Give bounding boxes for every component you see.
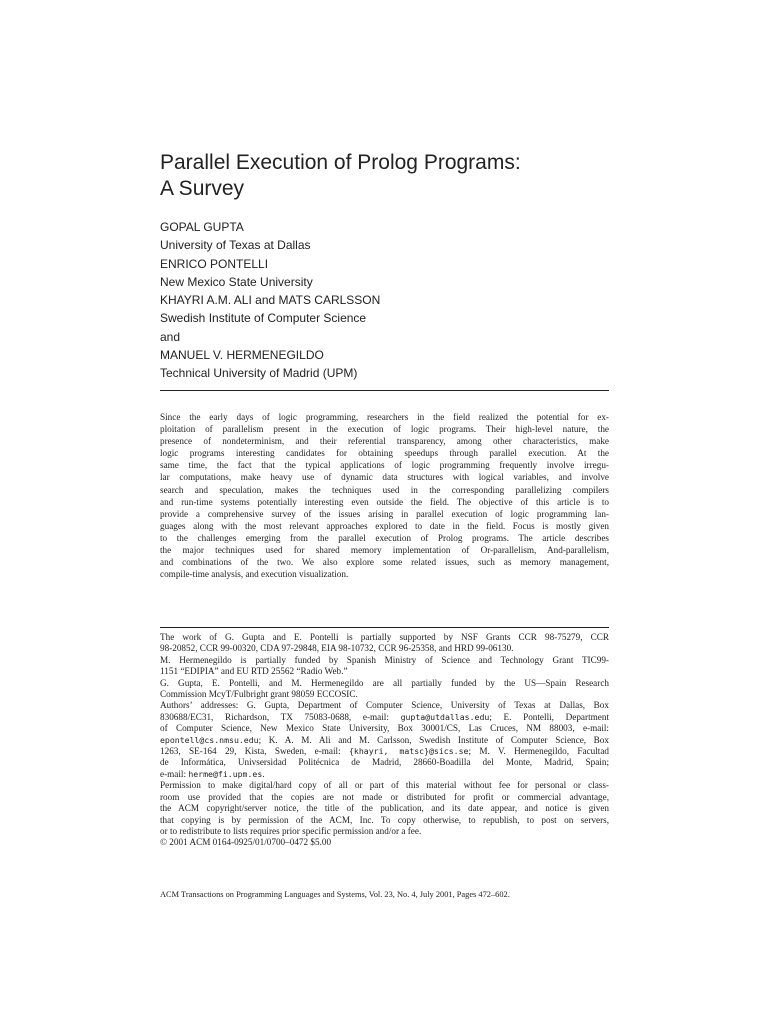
address-text: ; E. Pontelli, Department [489, 711, 609, 722]
address-note [160, 769, 609, 780]
address-note: de Informática, Univsersidad Politécnica de Madrid, 28660-Boadilla del Monte, Madrid, Spain; [160, 757, 609, 768]
abstract-line: ploitation of parallelism present in the execution of logic programs. Their high-level nature, the [160, 424, 609, 435]
abstract-line: and run-time systems potentially interesting even outside the field. The objective of this article is to [160, 496, 609, 507]
abstract-line: search and speculation, makes the techniques used in the corresponding parallelizing compilers [160, 484, 609, 495]
author-affiliation: New Mexico State University [160, 274, 313, 289]
address-text: e-mail: [160, 768, 189, 779]
funding-note: M. Hermenegildo is partially funded by Spanish Ministry of Science and Technology Grant TIC99- [160, 654, 609, 665]
address-text: 1263, SE-164 29, Kista, Sweden, e-mail: [160, 746, 349, 757]
abstract [160, 411, 609, 580]
address-text: 830688/EC31, Richardson, TX 75083-0688, e-mail: [160, 711, 401, 722]
funding-note: Commission McyT/Fulbright grant 98059 ECCOSIC. [160, 689, 358, 700]
address-text: ; K. A. M. Ali and M. Carlsson, Swedish Institute of Computer Science, Box [258, 734, 609, 745]
address-note: Authors’ addresses: G. Gupta, Department of Computer Science, University of Texas at Dallas, Box [160, 700, 609, 711]
author-name: ENRICO PONTELLI [160, 256, 269, 271]
abstract-line: provide a comprehensive survey of the issues arising in parallel execution of logic programming lan- [160, 508, 609, 519]
email-address: gupta@utdallas.edu [400, 711, 490, 722]
author-affiliation: Technical University of Madrid (UPM) [160, 366, 358, 381]
footnotes [160, 632, 609, 849]
abstract-line: logic programs interesting candidates for obtaining speedups through parallel execution. At the [160, 448, 609, 459]
abstract-line: lar computations, make heavy use of dynamic data structures with logical variables, and involve [160, 472, 609, 483]
address-note [160, 735, 609, 746]
abstract-line: presence of nondeterminism, and their referential transparency, among other characteristics, make [160, 436, 609, 447]
address-note [160, 712, 609, 723]
abstract-line: guages along with the most relevant approaches explored to date in the field. Focus is mostly given [160, 520, 609, 531]
divider-rule [160, 390, 609, 391]
author-name: MANUEL V. HERMENEGILDO [160, 348, 324, 363]
email-address: {khayri, matsc}@sics.se [349, 746, 469, 757]
abstract-line: and combinations of the two. We also explore some related issues, such as memory management, [160, 557, 609, 568]
author-conjunction: and [160, 329, 181, 344]
email-address: epontell@cs.nmsu.edu [160, 734, 259, 745]
funding-note: G. Gupta, E. Pontelli, and M. Hermenegildo are all partially funded by the US—Spain Research [160, 677, 609, 688]
email-address: herme@fi.upm.es [188, 768, 263, 779]
abstract-line: same time, the fact that the typical applications of logic programming frequently involve irregu- [160, 460, 609, 471]
author-affiliation: University of Texas at Dallas [160, 238, 311, 253]
address-note: of Computer Science, New Mexico State University, Box 30001/CS, Las Cruces, NM 88003, e-mail: [160, 723, 609, 734]
paper-title [160, 150, 600, 202]
address-text: ; M. V. Hermenegildo, Facultad [468, 746, 609, 757]
permission-note: room use provided that the copies are not made or distributed for profit or commercial advantage, [160, 791, 609, 802]
journal-citation: ACM Transactions on Programming Languages and Systems, Vol. 23, No. 4, July 2001, Pages 472–602. [160, 890, 510, 899]
author-name: GOPAL GUPTA [160, 220, 244, 234]
abstract-line: to the challenges emerging from the parallel execution of Prolog programs. The article describes [160, 532, 609, 543]
permission-note: or to redistribute to lists requires prior specific permission and/or a fee. [160, 825, 422, 836]
abstract-line: compile-time analysis, and execution visualization. [160, 569, 349, 580]
abstract-line: Since the early days of logic programming, researchers in the field realized the potential for ex- [160, 412, 609, 422]
title-line-1: Parallel Execution of Prolog Programs: [160, 151, 521, 174]
address-text: . [262, 768, 265, 779]
abstract-line: the major techniques used for shared memory implementation of Or-parallelism, And-parallelism, [160, 545, 609, 556]
title-line-2: A Survey [160, 177, 245, 200]
permission-note: Permission to make digital/hard copy of all or part of this material without fee for personal or class- [160, 780, 609, 791]
permission-note: the ACM copyright/server notice, the title of the publication, and its date appear, and notice is given [160, 803, 609, 814]
funding-note: 1151 “EDIPIA” and EU RTD 25562 “Radio Web.” [160, 666, 348, 677]
copyright-line: © 2001 ACM 0164-0925/01/0700–0472 $5.00 [160, 837, 332, 848]
author-block [160, 218, 600, 383]
funding-note: The work of G. Gupta and E. Pontelli is partially supported by NSF Grants CCR 98-75279, CCR [160, 632, 609, 642]
author-name: KHAYRI A.M. ALI and MATS CARLSSON [160, 293, 381, 308]
address-note [160, 746, 609, 757]
footnote-rule [160, 627, 609, 628]
permission-note: that copying is by permission of the ACM, Inc. To copy otherwise, to republish, to post on servers, [160, 814, 609, 825]
author-affiliation: Swedish Institute of Computer Science [160, 311, 367, 326]
funding-note: 98-20852, CCR 99-00320, CDA 97-29848, EIA 98-10732, CCR 96-25358, and HRD 99-06130. [160, 643, 514, 654]
